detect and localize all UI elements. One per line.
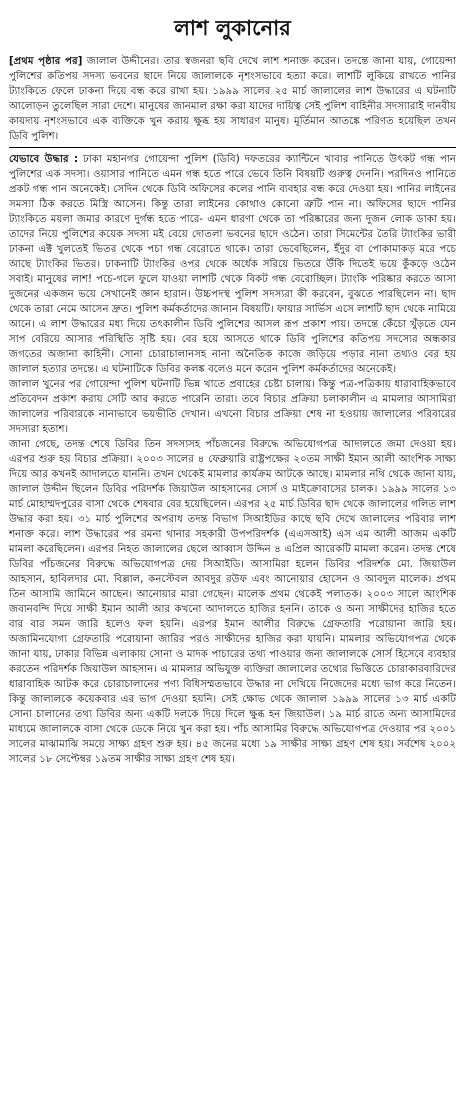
intro-paragraph — [9, 54, 456, 148]
body-paragraph-case-details — [9, 437, 456, 767]
intro-text: জালাল উদ্দীনের। তার স্বজনরা ছবি দেখে লাশ শনাক্ত করেন। তদন্তে জানা যায়, গোয়েন্দা পুলিশের কতিপয় সদস্য ভবনের ছাদে নিয়ে জালালকে নৃশংসভাবে হত্যা করে। লাশটি লুকিয়ে রাখতে পানির ট্যাংকিতে ফেলে ঢাকনা দিয়ে বন্ধ করে রাখা হয়। ১৯৯৯ সালের ২৫ মার্চ জালালের লাশ উদ্ধারের এ ঘটনাটি আলোড়ন তুলেছিল সারা দেশে। মানুষের জানমাল রক্ষা করা যাদের দায়িত্ব সেই পুলিশ বাহিনীর সদস্যারাই দানবীয় কায়দায় নৃশংসভাবে এক ব্যক্তিকে খুন করায় ক্ষুব্ধ হয় সাধারণ মানুষ। মূর্তিমান আতঙ্কে পরিণত হয়েছিল তখন ডিবি পুলিশ। — [9, 56, 456, 142]
body-paragraph-aftermath — [9, 377, 456, 437]
paragraph-text: জালাল খুনের পর গোয়েন্দা পুলিশ ঘটনাটি ভিন্ন খাতে প্রবাহের চেষ্টা চালায়। কিন্তু পত্র-পত্রিকায় ধারাবাহিকভাবে প্রতিবেদন প্রকাশ করায় সেটি আর করতে পারেনি তারা। তবে বিচার প্রক্রিয়া চলাকালীন এ মামলার আসামিরা জালালের পরিবারকে নানাভাবে ভয়ভীতি দেখান। এখনো বিচার প্রক্রিয়া শেষ না হওয়ায় জালালের পরিবারের সদস্যরা হতাশ। — [9, 379, 456, 435]
paragraph-text: ঢাকা মহানগর গোয়েন্দা পুলিশ (ডিবি) দফতরের ক্যান্টিনে খাবার পানিতে উৎকট গন্ধ পান পুলিশের এক সদস্য। ওয়াসার পানিতে এমন গন্ধ হতে পারে ভেবে তিনি বিষয়টি গুরুত্ব দেননি। পরদিনও পানিতে প্রকট গন্ধ পান অনেকেই। সেদিন থেকে ডিবি অফিসের কলের পানি ব্যবহার বন্ধ করে দেওয়া হয়। পানির লাইনের সমস্যা ঠিক করতে মিস্ত্রি আসেন। কিন্তু তারা লাইনের কোথাও কোনো ত্রুটি পান না। অফিসের ছাদে পানির ট্যাংকিতে ময়লা জমার কারণে দুর্গন্ধ হতে পারে- এমন ধারণা থেকে তা পরিষ্কারের জন্য দুজন লোক ডাকা হয়। তাদের নিয়ে পুলিশের কয়েক সদস্য মই বেয়ে দোতলা ভবনের ছাদে ওঠেন। তারা সিমেন্টের তৈরি ট্যাংকির ভারী ঢাকনা এক্ট খুলতেই ভিতর থেকে পচা গন্ধ বেরোতে থাকে। তারা ভেবেছিলেন, ইঁদুর বা পোকামাকড় মরে পচে আছে ট্যাংকির ভিতর। ঢাকনাটি ট্যাংকির ওপর থেকে অর্ধেক সরিয়ে ভিতরে উঁকি দিতেই ভয়ে কুঁকড়ে ওঠেন সবাই। মানুষের লাশ! পচে-গলে ফুলে যাওয়া লাশটি থেকে বিকট গন্ধ বেরোচ্ছিল। ট্যাংকি পরিষ্কার করতে আসা দুজনের একজন ভয়ে সেখানেই জ্ঞান হারান। উচ্চপদস্থ পুলিশ সদস্যরা কী করবেন, বুঝতে পারছিলেন না। ছাদ থেকে তারা নেমে আসেন দ্রুত। পুলিশ কর্মকর্তাদের জানান বিষয়টি। ফায়ার সার্ভিস এসে লাশটি ছাদ থেকে নামিয়ে আনে। এ লাশ উদ্ধারের মধ্য দিয়ে তৎকালীন ডিবি পুলিশের আসল রূপ প্রকাশ পায়। তদন্তে কেঁচো খুঁড়তে যেন সাপ বেরিয়ে আসার পরিস্থিতি সৃষ্টি হয়। বের হয়ে আসতে থাকে ডিবি পুলিশের কতিপয় সদস্যের অন্ধকার জগতের অজানা কাহিনী। সোনা চোরাচালানসহ নানা অনৈতিক কাজে জড়িয়ে পড়ার নানা তথ্যও বের হয় জালাল হত্যার তদন্তে। এ ঘটনাটিকে ডিবির কলঙ্ক বলেও মনে করেন পুলিশ কর্মকর্তাদের অনেকেই। — [9, 154, 456, 375]
paragraph-text: জানা গেছে, তদন্ত শেষে ডিবির তিন সদস্যসহ পাঁচজনের বিরুদ্ধে অভিযোগপত্র আদালতে জমা দেওয়া হয়। এরপর শুরু হয় বিচার প্রক্রিয়া। ২০০৩ সালের ৪ ফেব্রুয়ারি রাষ্ট্রপক্ষের ২০তম সাক্ষী ইমান আলী আংশিক সাক্ষ্য দিয়ে আর কখনই আদালতে যাননি। তখন থেকেই মামলার কার্যক্রম আটকে আছে। মামলার নথি থেকে জানা যায়, জালাল উদ্দীন ছিলেন ডিবির পরিদর্শক জিয়াউল আহসানের সোর্স ও মাইক্রোবাসের চালক। ১৯৯৯ সালের ১৩ মার্চ মোহাম্মদপুরের বাসা থেকে শেষবার বের হয়েছিলেন। এরপর ২৫ মার্চ ডিবির ছাদ থেকে জালালের গলিত লাশ উদ্ধার করা হয়। ৩১ মার্চ পুলিশের অপরাধ তদন্ত বিভাগ সিআইডির কাছে ছবি দেখে জালালের পরিবার লাশ শনাক্ত করে। লাশ উদ্ধারের পর রমনা থানার সহকারী উপপরিদর্শক (এএসআই) এস এম আলী আজম একটি মামলা করেছিলেন। এরপর নিহত জালালের ছেলে আব্বাস উদ্দিন ৪ এপ্রিল আরেকটি মামলা করেন। তদন্ত শেষে ডিবির পাঁচজনের বিরুদ্ধে অভিযোগপত্র দেয় সিআইডি। আসামিরা হলেন ডিবির পরিদর্শক মো. জিয়াউল আহসান, হাবিলদার মো. বিল্লাল, কনস্টেবল আবদুর রউফ এবং আনোয়ার হোসেন ও আবদুল মালেক। প্রথম তিন আসামি জামিনে আছেন। আনোয়ার মারা গেছেন। মালেক প্রথম থেকেই পলাতক। ২০০৩ সালে আংশিক জবানবন্দি দিয়ে সাক্ষী ইমান আলী আর কখনো আদালতে হাজির হননি। তাকে ও অন্য সাক্ষীদের হাজির হতে বার বার সমন জারি হলেও ফল হয়নি। এরপর ইমান আলীর বিরুদ্ধে গ্রেফতারি পরোয়ানা জারি হয়। অজামিনযোগ্য গ্রেফতারি পরোয়ানা জারির পরও সাক্ষীদের হাজির করা যায়নি। মামলার অভিযোগপত্র থেকে জানা যায়, ঢাকার বিভিন্ন এলাকায় সোনা ও মাদক পাচারের তথ্য পাওয়ার জন্য জালালকে সোর্স হিসেবে ব্যবহার করতেন পরিদর্শক জিয়াউল আহসান। এ মামলার অভিযুক্ত ব্যক্তিরা জালালের তথ্যের ভিত্তিতে চোরাকারবারিদের ধারাবাহিক আটক করে চোরাচালানের পণ্য বিধিসম্মতভাবে উদ্ধার না দেখিয়ে নিজেদের মধ্যে ভাগ করে নিতেন। কিন্তু জালালকে কয়েকবার এর ভাগ দেওয়া হয়নি। সেই ক্ষোভ থেকে জালাল ১৯৯৯ সালের ১৩ মার্চ একটি সোনা চালানের তথ্য ডিবির অন্য একটি দলকে দিয়ে দিলে ক্ষুব্ধ হন জিয়াউল। ১৯ মার্চ রাতে অন্য আসামিদের মাধ্যমে জালালকে বাসা থেকে ডেকে নিয়ে খুন করা হয়। পাঁচ আসামির বিরুদ্ধে অভিযোগপত্র দেওয়ার পর ২০০১ সালের মাঝামাঝি সময়ে সাক্ষ্য গ্রহণ শুরু হয়। ৪৫ জনের মধ্যে ১৯ সাক্ষীর সাক্ষ্য গ্রহণ শেষ হয়। সর্বশেষ ২০০২ সালের ১৮ সেপ্টেম্বর ১৯তম সাক্ষীর সাক্ষ্য গ্রহণ শেষ হয়। — [9, 439, 456, 765]
body-paragraph-recovery — [9, 152, 456, 377]
headline: লাশ লুকানোর — [174, 16, 291, 40]
subheading-recovery: যেভাবে উদ্ধার : — [9, 154, 79, 165]
continued-from-label: [প্রথম পৃষ্ঠার পর] — [9, 56, 83, 67]
